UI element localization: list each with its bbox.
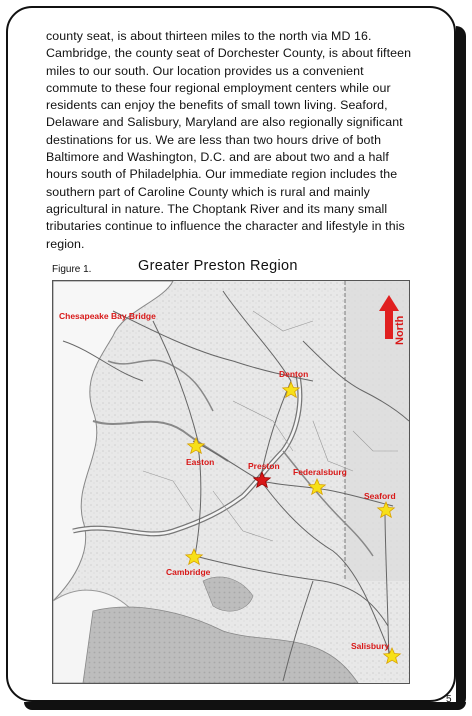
page-border-shadow-bottom: [24, 702, 466, 710]
label-salisbury: Salisbury: [351, 641, 390, 651]
figure-label: Figure 1.: [52, 264, 92, 275]
label-easton: Easton: [186, 457, 215, 467]
region-map: [52, 280, 410, 684]
label-cambridge: Cambridge: [166, 567, 211, 577]
body-paragraph: county seat, is about thirteen miles to the north via MD 16. Cambridge, the county seat of Dorchester County, is about fifteen miles to our south. Our location provides us a convenient commute to these four regional employment centers while our residents can enjoy the benefits of small town living. Seaford, Delaware and Salisbury, Maryland are also regionally significant destinations for us. We are less than two hours drive of both Baltimore and Washington, D.C. and are about two and a half hours south of Philadelphia. Our immediate region includes the southern part of Caroline County which is rural and mainly agricultural in nature. The Choptank River and its many small tributaries continue to influence the character and lifestyle in this region.: [46, 29, 412, 251]
label-seaford: Seaford: [364, 491, 396, 501]
label-denton: Denton: [279, 369, 309, 379]
label-chesapeake-bay-bridge: Chesapeake Bay Bridge: [59, 311, 156, 321]
north-label: North: [394, 315, 406, 345]
page-border-shadow: [456, 26, 466, 708]
label-preston: Preston: [248, 461, 280, 471]
figure-title: Greater Preston Region: [138, 258, 298, 274]
map-graphic: [53, 281, 409, 683]
page-number: 5: [446, 694, 452, 705]
label-federalsburg: Federalsburg: [293, 467, 347, 477]
